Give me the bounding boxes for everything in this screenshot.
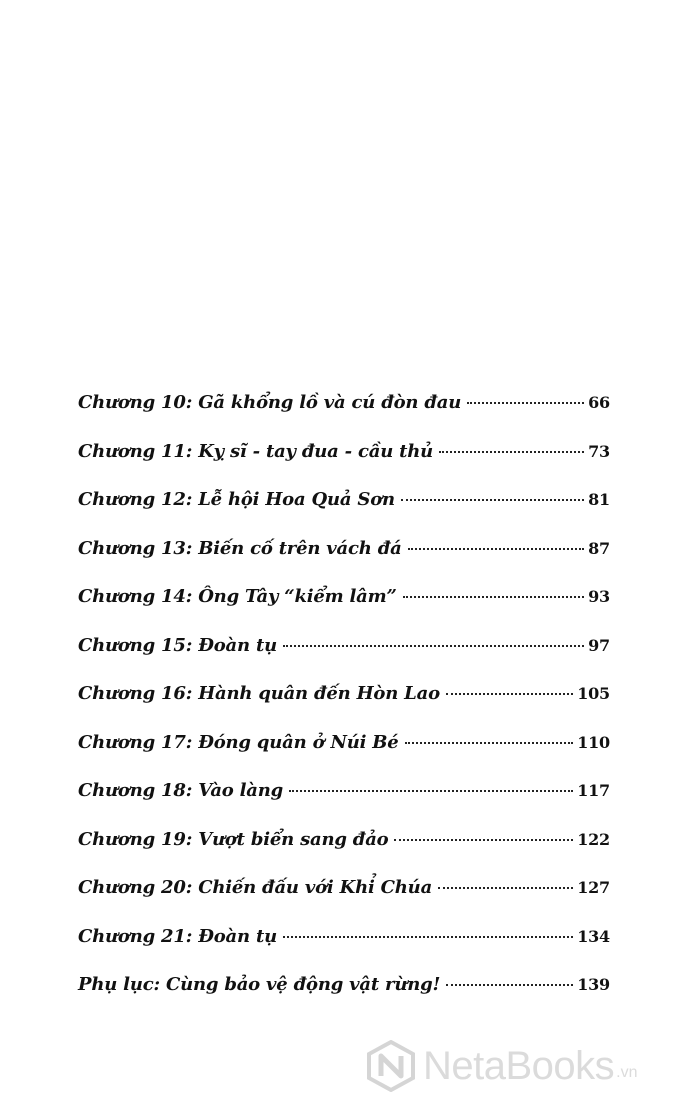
toc-entry-title: Chương 10: Gã khổng lồ và cú đòn đau	[78, 392, 462, 413]
toc-entry[interactable]	[78, 586, 610, 635]
toc-entry-title: Chương 11: Kỵ sĩ - tay đua - cầu thủ	[78, 440, 434, 462]
toc-entry-page: 81	[588, 490, 610, 509]
toc-leader-dots	[401, 499, 584, 501]
toc-entry-title: Chương 16: Hành quân đến Hòn Lao	[78, 683, 440, 704]
toc-entry-page: 127	[577, 878, 610, 897]
toc-entry-title: Chương 20: Chiến đấu với Khỉ Chúa	[78, 877, 433, 898]
toc-leader-dots	[289, 790, 573, 792]
toc-leader-dots	[446, 984, 573, 986]
watermark-suffix: .vn	[616, 1064, 638, 1081]
toc-entry-page: 93	[588, 587, 610, 606]
toc-entry-title: Chương 12: Lễ hội Hoa Quả Sơn	[78, 489, 395, 510]
toc-entry-page: 87	[588, 538, 610, 558]
toc-entry[interactable]	[78, 926, 610, 975]
watermark-text: NetaBooks	[423, 1043, 615, 1088]
toc-entry-page: 134	[577, 926, 610, 946]
toc-leader-dots	[408, 548, 585, 550]
toc-entry[interactable]	[78, 489, 610, 538]
toc-entry[interactable]	[78, 392, 610, 441]
toc-entry-title: Chương 18: Vào làng	[78, 780, 284, 801]
toc-entry[interactable]	[78, 538, 610, 587]
toc-entry-page: 110	[577, 732, 610, 752]
toc-leader-dots	[446, 693, 573, 695]
netabooks-logo-icon	[365, 1040, 417, 1092]
toc-entry-title: Phụ lục: Cùng bảo vệ động vật rừng!	[78, 974, 441, 995]
toc-entry[interactable]	[78, 683, 610, 732]
toc-entry-title: Chương 15: Đoàn tụ	[78, 634, 277, 656]
toc-entry[interactable]	[78, 780, 610, 829]
toc-entry[interactable]	[78, 635, 610, 684]
toc-leader-dots	[467, 402, 584, 404]
toc-leader-dots	[403, 596, 585, 598]
toc-entry[interactable]	[78, 441, 610, 490]
toc-entry-page: 97	[588, 635, 610, 655]
toc-entry-page: 66	[588, 393, 610, 412]
toc-entry[interactable]	[78, 974, 610, 1023]
toc-leader-dots	[283, 645, 584, 647]
toc-entry-title: Chương 13: Biến cố trên vách đá	[78, 537, 402, 559]
toc-entry-page: 105	[577, 684, 610, 703]
watermark	[365, 1040, 638, 1092]
toc-entry-page: 139	[577, 975, 610, 994]
toc-leader-dots	[394, 839, 573, 841]
toc-entry[interactable]	[78, 732, 610, 781]
table-of-contents	[78, 392, 610, 1023]
toc-leader-dots	[438, 887, 573, 889]
toc-leader-dots	[405, 742, 574, 744]
toc-entry-title: Chương 14: Ông Tây “kiểm lâm”	[78, 586, 397, 607]
toc-entry-page: 122	[577, 829, 610, 849]
toc-leader-dots	[439, 451, 584, 453]
toc-entry-title: Chương 21: Đoàn tụ	[78, 925, 277, 947]
toc-entry-title: Chương 17: Đóng quân ở Núi Bé	[78, 731, 399, 753]
toc-leader-dots	[283, 936, 573, 938]
toc-entry[interactable]	[78, 829, 610, 878]
toc-entry-title: Chương 19: Vượt biển sang đảo	[78, 828, 389, 850]
toc-entry[interactable]	[78, 877, 610, 926]
toc-entry-page: 117	[577, 781, 610, 800]
toc-entry-page: 73	[588, 441, 610, 461]
